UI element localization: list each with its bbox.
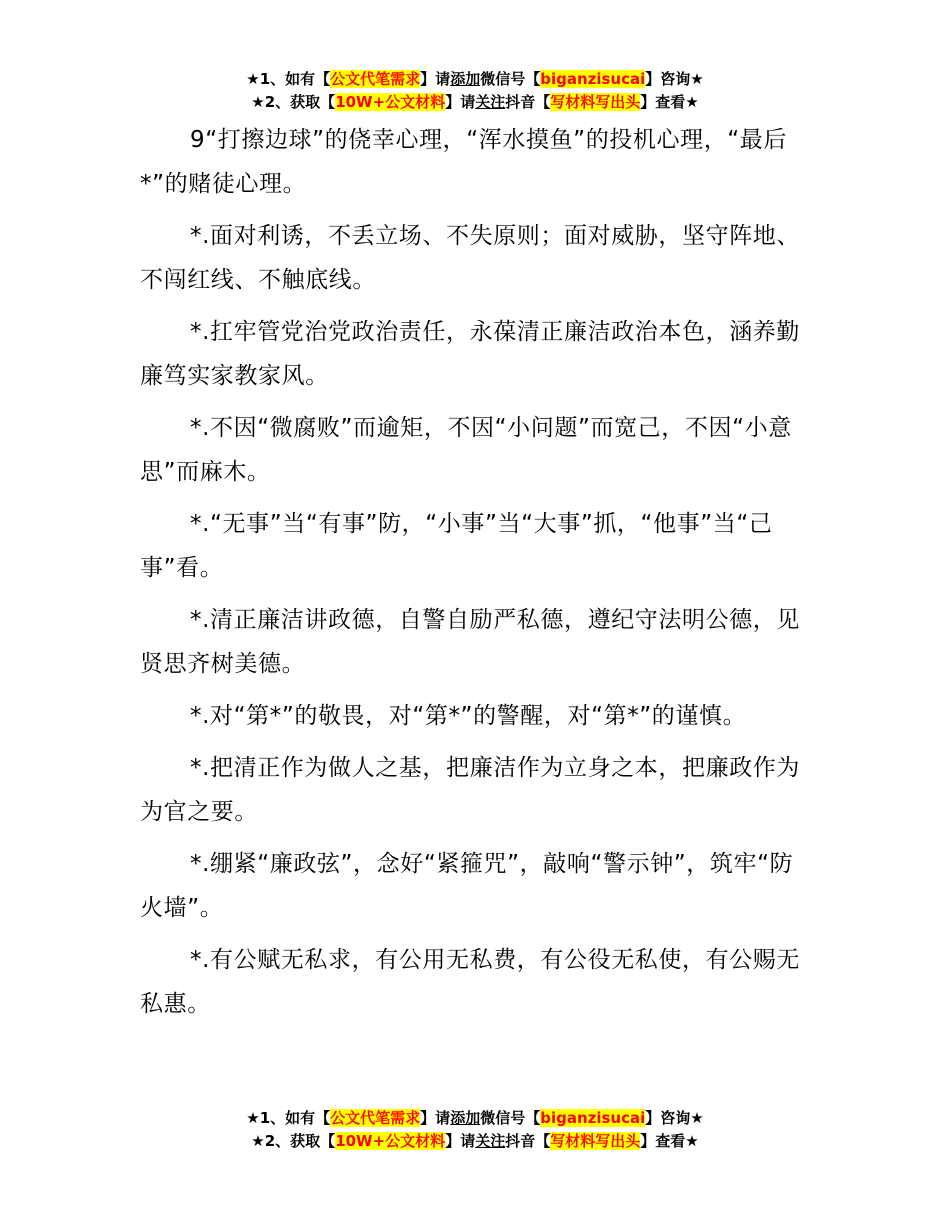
banner-text: 】请 xyxy=(420,70,451,88)
highlight-douyin: 写材料写出头 xyxy=(550,93,641,111)
banner-text: 抖音【 xyxy=(505,1132,551,1150)
banner-text: 】咨询★ xyxy=(645,70,704,88)
banner-text: 】请 xyxy=(420,1109,451,1127)
underlined-text: 关注 xyxy=(475,93,506,111)
banner-text: 1、如有【 xyxy=(259,1109,331,1127)
header-banner xyxy=(0,68,950,114)
paragraph: *.“无事”当“有事”防，“小事”当“大事”抓，“他事”当“己事”看。 xyxy=(140,511,773,581)
banner-text: 】查看★ xyxy=(640,93,699,111)
star-icon: ★ xyxy=(246,1109,260,1127)
star-icon: ★ xyxy=(246,70,260,88)
banner-line-2 xyxy=(0,91,950,114)
underlined-text: 添加 xyxy=(450,1109,481,1127)
paragraph: *.扛牢管党治党政治责任，永葆清正廉洁政治本色，涵养勤廉笃实家教家风。 xyxy=(140,319,801,389)
paragraph: *.有公赋无私求，有公用无私费，有公役无私使，有公赐无私惠。 xyxy=(140,947,801,1017)
paragraph: *.对“第*”的敬畏，对“第*”的警醒，对“第*”的谨慎。 xyxy=(190,703,747,729)
paragraph: *.清正廉洁讲政德，自警自励严私德，遵纪守法明公德，见贤思齐树美德。 xyxy=(140,607,801,677)
highlight-service: 公文代笔需求 xyxy=(330,70,421,88)
highlight-douyin: 写材料写出头 xyxy=(550,1132,641,1150)
highlight-service: 公文代笔需求 xyxy=(330,1109,421,1127)
banner-text: 1、如有【 xyxy=(259,70,331,88)
star-icon: ★ xyxy=(251,93,265,111)
paragraph: *.把清正作为做人之基，把廉洁作为立身之本，把廉政作为为官之要。 xyxy=(140,755,801,825)
banner-text: 】请 xyxy=(445,93,476,111)
banner-text: 】请 xyxy=(445,1132,476,1150)
paragraph: *.绷紧“廉政弦”，念好“紧箍咒”，敲响“警示钟”，筑牢“防火墙”。 xyxy=(140,851,794,921)
highlight-materials: 10W+公文材料 xyxy=(335,93,446,111)
star-icon: ★ xyxy=(251,1132,265,1150)
banner-line-1 xyxy=(0,1107,950,1130)
banner-text: 】查看★ xyxy=(640,1132,699,1150)
paragraph: *.面对利诱，不丢立场、不失原则；面对威胁，坚守阵地、不闯红线、不触底线。 xyxy=(140,223,801,293)
highlight-materials: 10W+公文材料 xyxy=(335,1132,446,1150)
highlight-wechat-id: biganzisucai xyxy=(540,1109,646,1127)
banner-text: 抖音【 xyxy=(505,93,551,111)
banner-text: 2、获取【 xyxy=(264,93,336,111)
banner-text: 微信号【 xyxy=(480,1109,541,1127)
footer-banner xyxy=(0,1107,950,1153)
banner-text: 】咨询★ xyxy=(645,1109,704,1127)
banner-text: 2、获取【 xyxy=(264,1132,336,1150)
banner-text: 微信号【 xyxy=(480,70,541,88)
document-body xyxy=(140,118,812,1034)
banner-line-1 xyxy=(0,68,950,91)
paragraph: 9“打擦边球”的侥幸心理，“浑水摸鱼”的投机心理，“最后*”的赌徒心理。 xyxy=(140,127,788,197)
banner-line-2 xyxy=(0,1130,950,1153)
paragraph: *.不因“微腐败”而逾矩，不因“小问题”而宽己，不因“小意思”而麻木。 xyxy=(140,415,792,485)
underlined-text: 关注 xyxy=(475,1132,506,1150)
highlight-wechat-id: biganzisucai xyxy=(540,70,646,88)
underlined-text: 添加 xyxy=(450,70,481,88)
